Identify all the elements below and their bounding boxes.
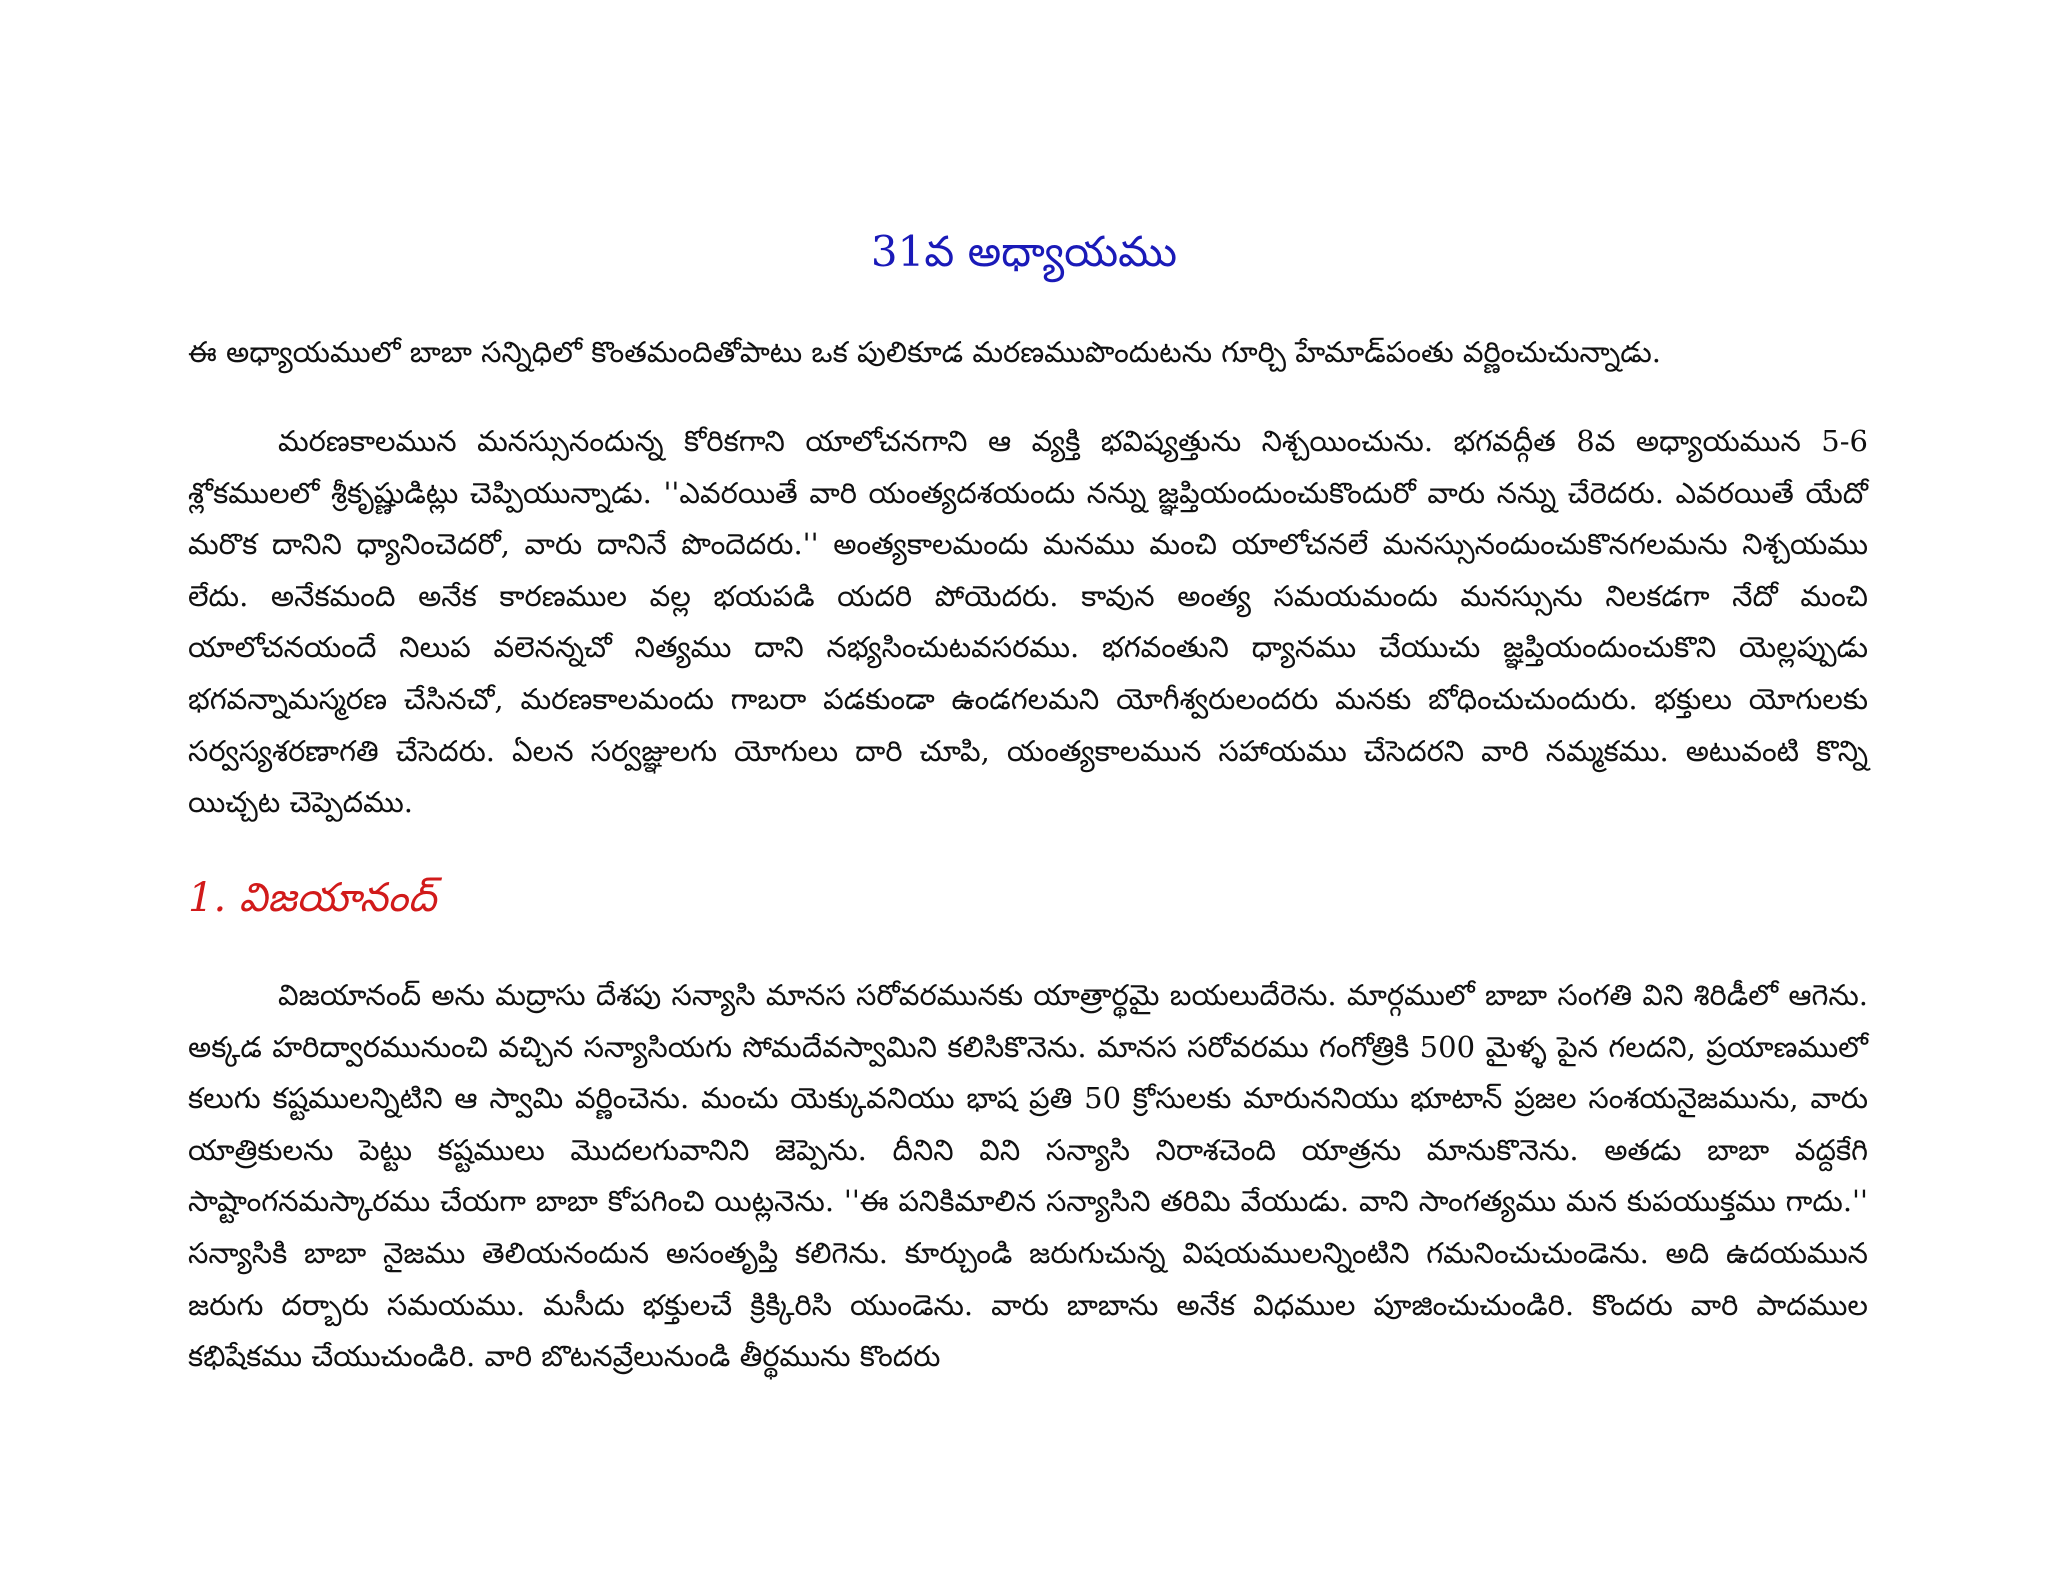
section-heading: 1. విజయానంద్ <box>188 875 437 921</box>
body-paragraph: విజయానంద్ అను మద్రాసు దేశపు సన్యాసి మానస సరోవరమునకు యాత్రార్థమై బయలుదేరెను. మార్గములో బాబా సంగతి విని శిరిడీలో ఆగెను. అక్కడ హరిద్వారమునుంచి వచ్చిన సన్యాసియగు సోమదేవస్వామిని కలిసికొనెను. మానస సరోవరము గంగోత్రికి 500 మైళ్ళ పైన గలదని, ప్రయాణములో కలుగు కష్టములన్నిటిని ఆ స్వామి వర్ణించెను. మంచు యెక్కువనియు భాష ప్రతి 50 క్రోసులకు మారుననియు భూటాన్ ప్రజల సంశయనైజమును, వారు యాత్రికులను పెట్టు కష్టములు మొదలగువానిని జెప్పెను. దీనిని విని సన్యాసి నిరాశచెంది యాత్రను మానుకొనెను. అతడు బాబా వద్దకేగి సాష్టాంగనమస్కారము చేయగా బాబా కోపగించి యిట్లనెను. ''ఈ పనికిమాలిన సన్యాసిని తరిమి వేయుడు. వాని సాంగత్యము మన కుపయుక్తము గాదు.'' సన్యాసికి బాబా నైజము తెలియనందున అసంతృప్తి కలిగెను. కూర్చుండి జరుగుచున్న విషయములన్నింటిని గమనించుచుండెను. అది ఉదయమున జరుగు దర్బారు సమయము. మసీదు భక్తులచే క్రిక్కిరిసి యుండెను. వారు బాబాను అనేక విధముల పూజించుచుండిరి. కొందరు వారి పాదముల కభిషేకము చేయుచుండిరి. వారి బొటనవ్రేలునుండి తీర్థమును కొందరు <box>188 978 1868 1374</box>
chapter-intro: ఈ అధ్యాయములో బాబా సన్నిధిలో కొంతమందితోపాటు ఒక పులికూడ మరణముపొందుటను గూర్చి హేమాడ్‌పంతు వర్ణించుచున్నాడు. <box>188 335 1661 369</box>
body-paragraph: మరణకాలమున మనస్సునందున్న కోరికగాని యాలోచనగాని ఆ వ్యక్తి భవిష్యత్తును నిశ్చయించును. భగవద్గీత 8వ అధ్యాయమున 5-6 శ్లోకములలో శ్రీకృష్ణుడిట్లు చెప్పియున్నాడు. ''ఎవరయితే వారి యంత్యదశయందు నన్ను జ్ఞప్తియందుంచుకొందురో వారు నన్ను చేరెదరు. ఎవరయితే యేదో మరొక దానిని ధ్యానించెదరో, వారు దానినే పొందెదరు.'' అంత్యకాలమందు మనము మంచి యాలోచనలే మనస్సునందుంచుకొనగలమను నిశ్చయము లేదు. అనేకమంది అనేక కారణముల వల్ల భయపడి యదరి పోయెదరు. కావున అంత్య సమయమందు మనస్సును నిలకడగా నేదో మంచి యాలోచనయందే నిలుప వలెనన్నచో నిత్యము దాని నభ్యసించుటవసరము. భగవంతుని ధ్యానము చేయుచు జ్ఞప్తియందుంచుకొని యెల్లప్పుడు భగవన్నామస్మరణ చేసినచో, మరణకాలమందు గాబరా పడకుండా ఉండగలమని యోగీశ్వరులందరు మనకు బోధించుచుందురు. భక్తులు యోగులకు సర్వస్యశరణాగతి చేసెదరు. ఏలన సర్వజ్ఞులగు యోగులు దారి చూపి, యంత్యకాలమున సహాయము చేసెదరని వారి నమ్మకము. అటువంటి కొన్ని యిచ్చట చెప్పెదము. <box>188 424 1868 820</box>
chapter-title: 31వ అధ్యాయము <box>870 227 1178 276</box>
